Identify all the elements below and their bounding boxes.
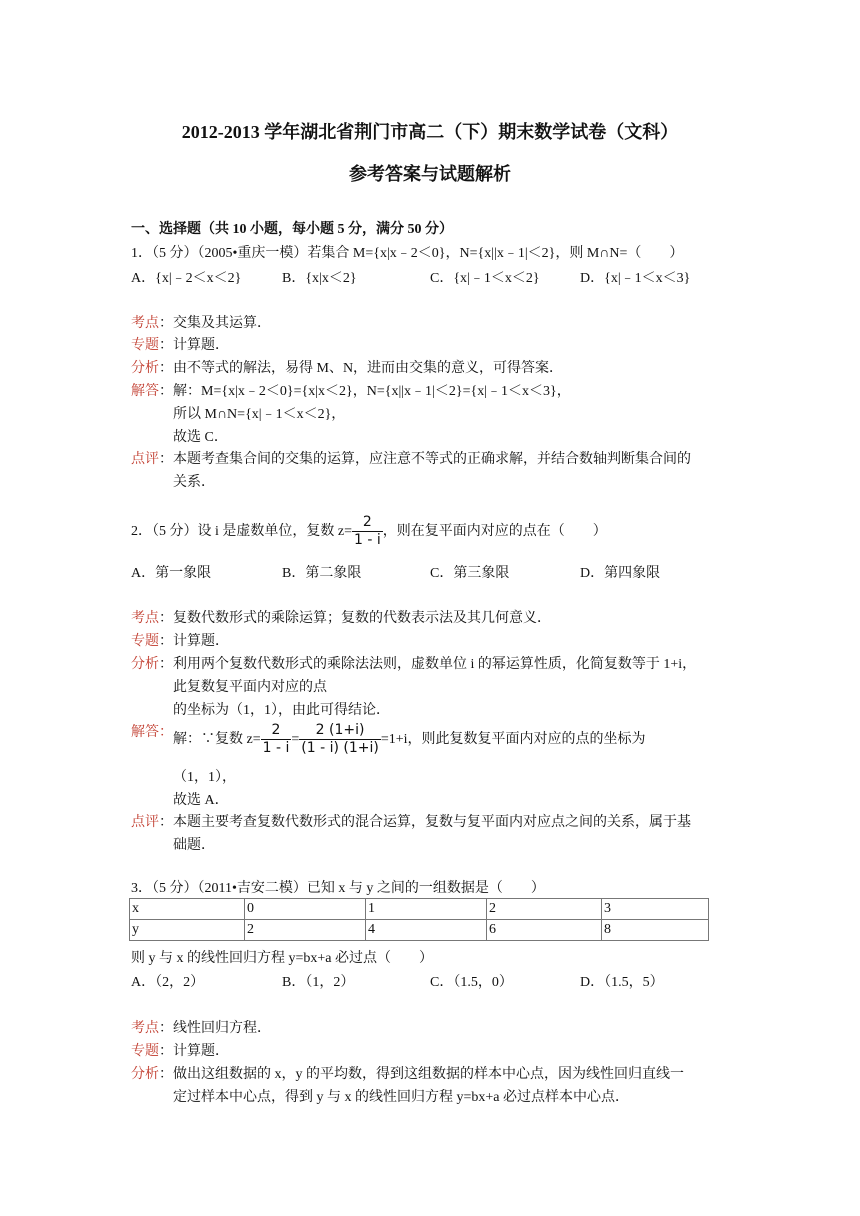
table-cell: x xyxy=(130,899,245,920)
zhuanti-label: 专题 xyxy=(131,1044,159,1059)
jieda-row xyxy=(173,722,646,757)
fraction-numerator: 2 xyxy=(271,722,281,738)
kaodian-row: 考点：复数代数形式的乘除运算；复数的代数表示法及其几何意义． xyxy=(131,611,551,626)
option-c: C．{x|﹣1＜x＜2} xyxy=(430,271,540,286)
zhuanti-row: 专题：计算题． xyxy=(131,634,229,649)
jieda-line: 故选 C． xyxy=(173,430,228,445)
kaodian-label: 考点 xyxy=(131,1021,159,1036)
option-d: D．{x|﹣1＜x＜3} xyxy=(580,271,691,286)
dianping-text: 本题主要考查复数代数形式的混合运算，复数与复平面内对应点之间的关系，属于基 xyxy=(173,815,691,830)
option-a: A．{x|﹣2＜x＜2} xyxy=(131,271,242,286)
document-subtitle: 参考答案与试题解析 xyxy=(349,164,511,184)
jieda-text: 解：M={x|x﹣2＜0}={x|x＜2}，N={x||x﹣1|＜2}={x|﹣1＜x＜3}， xyxy=(173,384,571,399)
question-stem: 1．（5 分）（2005•重庆一模）若集合 M={x|x﹣2＜0}，N={x||x﹣1|＜2}，则 M∩N=（ ） xyxy=(131,246,684,261)
fenxi-line: 的坐标为（1，1），由此可得结论． xyxy=(173,703,390,718)
jieda-line: 故选 A． xyxy=(173,793,229,808)
kaodian-row: 考点：线性回归方程． xyxy=(131,1021,271,1036)
table-row xyxy=(130,899,709,920)
table-cell: 4 xyxy=(366,920,487,941)
table-cell: 2 xyxy=(487,899,602,920)
option-d: D．第四象限 xyxy=(580,566,661,581)
kaodian-text: 线性回归方程． xyxy=(173,1021,271,1036)
fenxi-line: 定过样本中心点，得到 y 与 x 的线性回归方程 y=bx+a 必过点样本中心点． xyxy=(173,1090,630,1105)
dianping-line: 关系． xyxy=(173,475,215,490)
fraction-denominator: 1 - i xyxy=(262,740,290,756)
jieda-post: =1+i，则此复数复平面内对应的点的坐标为 xyxy=(380,732,646,747)
kaodian-label: 考点 xyxy=(131,611,159,626)
stem-post: ，则在复平面内对应的点在（ ） xyxy=(382,524,607,539)
kaodian-row: 考点：交集及其运算． xyxy=(131,316,271,331)
table-cell: 2 xyxy=(245,920,366,941)
option-b: B．（1，2） xyxy=(282,975,355,990)
kaodian-text: 交集及其运算． xyxy=(173,316,271,331)
option-b: B．{x|x＜2} xyxy=(282,271,357,286)
fenxi-text: 由不等式的解法，易得 M、N，进而由交集的意义，可得答案． xyxy=(173,361,564,376)
dianping-line: 础题． xyxy=(173,838,215,853)
stem-pre: 2．（5 分）设 i 是虚数单位，复数 z= xyxy=(131,524,352,539)
fenxi-label: 分析 xyxy=(131,361,159,376)
question-stem xyxy=(131,514,607,549)
dianping-text: 本题考查集合间的交集的运算，应注意不等式的正确求解，并结合数轴判断集合间的 xyxy=(173,452,691,467)
jieda-pre: 解：∵复数 z= xyxy=(173,732,261,747)
dianping-label: 点评 xyxy=(131,452,159,467)
table-cell: 0 xyxy=(245,899,366,920)
jieda-label: 解答 xyxy=(131,384,159,399)
fenxi-label: 分析 xyxy=(131,657,159,672)
fraction-numerator: 2 (1+i) xyxy=(315,722,365,738)
zhuanti-row: 专题：计算题． xyxy=(131,338,229,353)
dianping-label: 点评 xyxy=(131,815,159,830)
option-a: A．（2，2） xyxy=(131,975,205,990)
equals-sign: = xyxy=(291,732,300,747)
table-row xyxy=(130,920,709,941)
fraction-denominator: (1 - i) (1+i) xyxy=(301,740,379,756)
dianping-row: 点评：本题考查集合间的交集的运算，应注意不等式的正确求解，并结合数轴判断集合间的 xyxy=(131,452,691,467)
section-heading: 一、选择题（共 10 小题，每小题 5 分，满分 50 分） xyxy=(131,222,453,237)
option-b: B．第二象限 xyxy=(282,566,362,581)
zhuanti-label: 专题 xyxy=(131,338,159,353)
fenxi-line: 此复数复平面内对应的点 xyxy=(173,680,327,695)
table-cell: 1 xyxy=(366,899,487,920)
kaodian-text: 复数代数形式的乘除运算；复数的代数表示法及其几何意义． xyxy=(173,611,551,626)
jieda-label: 解答： xyxy=(131,725,173,740)
jieda-line: 所以 M∩N={x|﹣1＜x＜2}， xyxy=(173,407,346,422)
table-cell: 8 xyxy=(602,920,709,941)
jieda-line: （1，1）， xyxy=(173,770,236,785)
fraction-numerator: 2 xyxy=(362,514,372,530)
zhuanti-text: 计算题． xyxy=(173,1044,229,1059)
table-cell: 6 xyxy=(487,920,602,941)
table-cell: y xyxy=(130,920,245,941)
fenxi-row: 分析：利用两个复数代数形式的乘除法法则，虚数单位 i 的幂运算性质，化简复数等于 1+i， xyxy=(131,657,697,672)
fraction xyxy=(261,722,292,757)
fenxi-label: 分析 xyxy=(131,1067,159,1082)
fraction-denominator: 1 - i xyxy=(354,532,381,548)
fenxi-text: 做出这组数据的 x，y 的平均数，得到这组数据的样本中心点，因为线性回归直线一 xyxy=(173,1067,684,1082)
option-c: C．第三象限 xyxy=(430,566,510,581)
fraction xyxy=(299,722,381,757)
fenxi-text: 利用两个复数代数形式的乘除法法则，虚数单位 i 的幂运算性质，化简复数等于 1+i， xyxy=(173,657,697,672)
fraction xyxy=(352,514,383,549)
option-c: C．（1.5，0） xyxy=(430,975,513,990)
fenxi-row: 分析：由不等式的解法，易得 M、N，进而由交集的意义，可得答案． xyxy=(131,361,564,376)
question-stem: 3．（5 分）（2011•吉安二模）已知 x 与 y 之间的一组数据是（ ） xyxy=(131,881,545,896)
data-table xyxy=(129,898,709,941)
table-cell: 3 xyxy=(602,899,709,920)
zhuanti-row: 专题：计算题． xyxy=(131,1044,229,1059)
document-title: 2012-2013 学年湖北省荆门市高二（下）期末数学试卷（文科） xyxy=(181,122,679,142)
option-d: D．（1.5，5） xyxy=(580,975,664,990)
zhuanti-label: 专题 xyxy=(131,634,159,649)
dianping-row: 点评：本题主要考查复数代数形式的混合运算，复数与复平面内对应点之间的关系，属于基 xyxy=(131,815,691,830)
jieda-row: 解答：解：M={x|x﹣2＜0}={x|x＜2}，N={x||x﹣1|＜2}={x|﹣1＜x＜3}， xyxy=(131,384,571,399)
option-a: A．第一象限 xyxy=(131,566,212,581)
zhuanti-text: 计算题． xyxy=(173,634,229,649)
fenxi-row: 分析：做出这组数据的 x，y 的平均数，得到这组数据的样本中心点，因为线性回归直线一 xyxy=(131,1067,684,1082)
zhuanti-text: 计算题． xyxy=(173,338,229,353)
kaodian-label: 考点 xyxy=(131,316,159,331)
question-stem-2: 则 y 与 x 的线性回归方程 y=bx+a 必过点（ ） xyxy=(131,951,434,966)
